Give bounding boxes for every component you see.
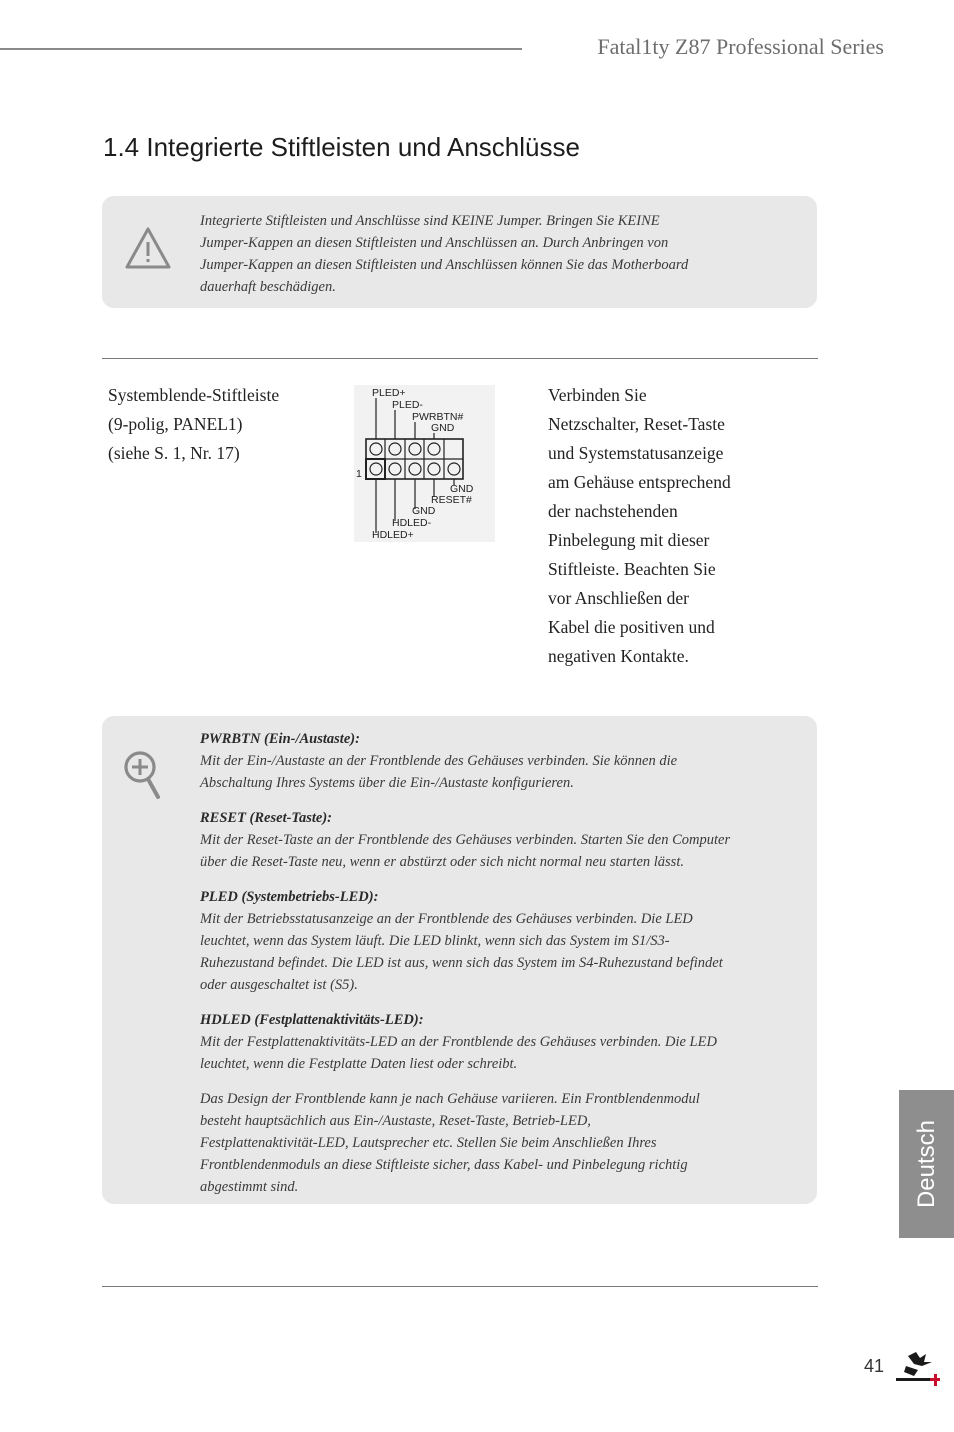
connector-label [108,381,279,468]
note-term: RESET (Reset-Taste): [200,810,332,826]
magnifier-plus-icon [122,748,162,802]
note-line: Mit der Betriebsstatusanzeige an der Frontblende des Gehäuses verbinden. Die LED [200,911,693,927]
description-line: Verbinden Sie [548,385,647,405]
section-title: 1.4 Integrierte Stiftleisten und Anschlüsse [103,132,580,162]
section-divider-bottom [102,1286,818,1287]
note-entry-pwrbtn [200,728,765,794]
header-rule [0,48,522,50]
note-line: Mit der Ein-/Austaste an der Frontblende des Gehäuses verbinden. Sie können die [200,753,678,769]
warning-line: Jumper-Kappen an diesen Stiftleisten und Anschlüssen können Sie das Motherboard [200,257,689,273]
note-term: HDLED (Festplattenaktivitäts-LED): [200,1012,424,1028]
panel1-pin-diagram [354,385,495,542]
note-entry-pled [200,886,765,996]
pin-label-pwrbtn: PWRBTN# [412,411,464,423]
note-line: leuchtet, wenn die Festplatte Daten liest oder schreibt. [200,1056,518,1072]
notes-body [200,728,765,1211]
description-line: vor Anschließen der [548,588,689,608]
note-line: Abschaltung Ihres Systems über die Ein-/Austaste konfigurieren. [200,775,574,791]
connector-label-line: Systemblende-Stiftleiste [108,385,280,405]
pin-label-pled-minus: PLED- [392,399,423,411]
fatal1ty-logo-icon [894,1348,946,1388]
note-line: besteht hauptsächlich aus Ein-/Austaste, Reset-Taste, Betrieb-LED, [200,1113,591,1129]
warning-line: Jumper-Kappen an diesen Stiftleisten und Anschlüssen an. Durch Anbringen von [200,235,669,251]
pin-label-reset: RESET# [431,494,472,506]
pin-label-pled-plus: PLED+ [372,387,406,399]
description-line: am Gehäuse entsprechend [548,472,731,492]
language-tab-label: Deutsch [912,1119,940,1209]
section-divider-top [102,358,818,359]
note-line: leuchtet, wenn das System läuft. Die LED blinkt, wenn sich das System im S1/S3- [200,933,670,949]
note-entry-general [200,1088,765,1198]
warning-text [200,210,760,298]
connector-label-line: (siehe S. 1, Nr. 17) [108,443,240,463]
note-entry-reset [200,807,765,873]
pin1-marker: 1 [356,468,362,480]
language-tab [899,1090,954,1238]
pin-label-gnd-right: GND [450,483,474,495]
page-number: 41 [864,1356,885,1376]
pin-label-hdled-minus: HDLED- [392,517,432,529]
description-line: negativen Kontakte. [548,646,689,666]
warning-triangle-icon [124,226,172,270]
note-line: Das Design der Frontblende kann je nach Gehäuse variieren. Ein Frontblendenmodul [200,1091,700,1107]
note-term: PLED (Systembetriebs-LED): [200,889,379,905]
description-line: der nachstehenden [548,501,678,521]
description-line: Stiftleiste. Beachten Sie [548,559,716,579]
warning-line: dauerhaft beschädigen. [200,279,336,295]
description-line: Netzschalter, Reset-Taste [548,414,725,434]
pin-label-gnd-top: GND [431,422,455,434]
note-term: PWRBTN (Ein-/Austaste): [200,731,360,747]
note-entry-hdled [200,1009,765,1075]
header-title: Fatal1ty Z87 Professional Series [597,34,884,59]
description-line: Pinbelegung mit dieser [548,530,710,550]
connector-label-line: (9-polig, PANEL1) [108,414,243,434]
note-line: über die Reset-Taste neu, wenn er abstürzt oder sich nicht normal neu starten lässt. [200,854,684,870]
pin-label-gnd-bottom: GND [412,505,436,517]
warning-line: Integrierte Stiftleisten und Anschlüsse sind KEINE Jumper. Bringen Sie KEINE [200,213,660,229]
note-line: Mit der Reset-Taste an der Frontblende des Gehäuses verbinden. Starten Sie den Computer [200,832,731,848]
note-line: Ruhezustand befindet. Die LED ist aus, wenn sich das System im S4-Ruhezustand befindet [200,955,723,971]
note-line: Frontblendenmoduls an diese Stiftleiste sicher, dass Kabel- und Pinbelegung richtig [200,1157,688,1173]
note-line: abgestimmt sind. [200,1179,299,1195]
description-line: und Systemstatusanzeige [548,443,724,463]
connector-description [548,381,778,671]
note-line: oder ausgeschaltet ist (S5). [200,977,358,993]
pin-label-hdled-plus: HDLED+ [372,529,414,541]
note-line: Mit der Festplattenaktivitäts-LED an der Frontblende des Gehäuses verbinden. Die LED [200,1034,717,1050]
note-line: Festplattenaktivität-LED, Lautsprecher etc. Stellen Sie beim Anschließen Ihres [200,1135,657,1151]
description-line: Kabel die positiven und [548,617,715,637]
